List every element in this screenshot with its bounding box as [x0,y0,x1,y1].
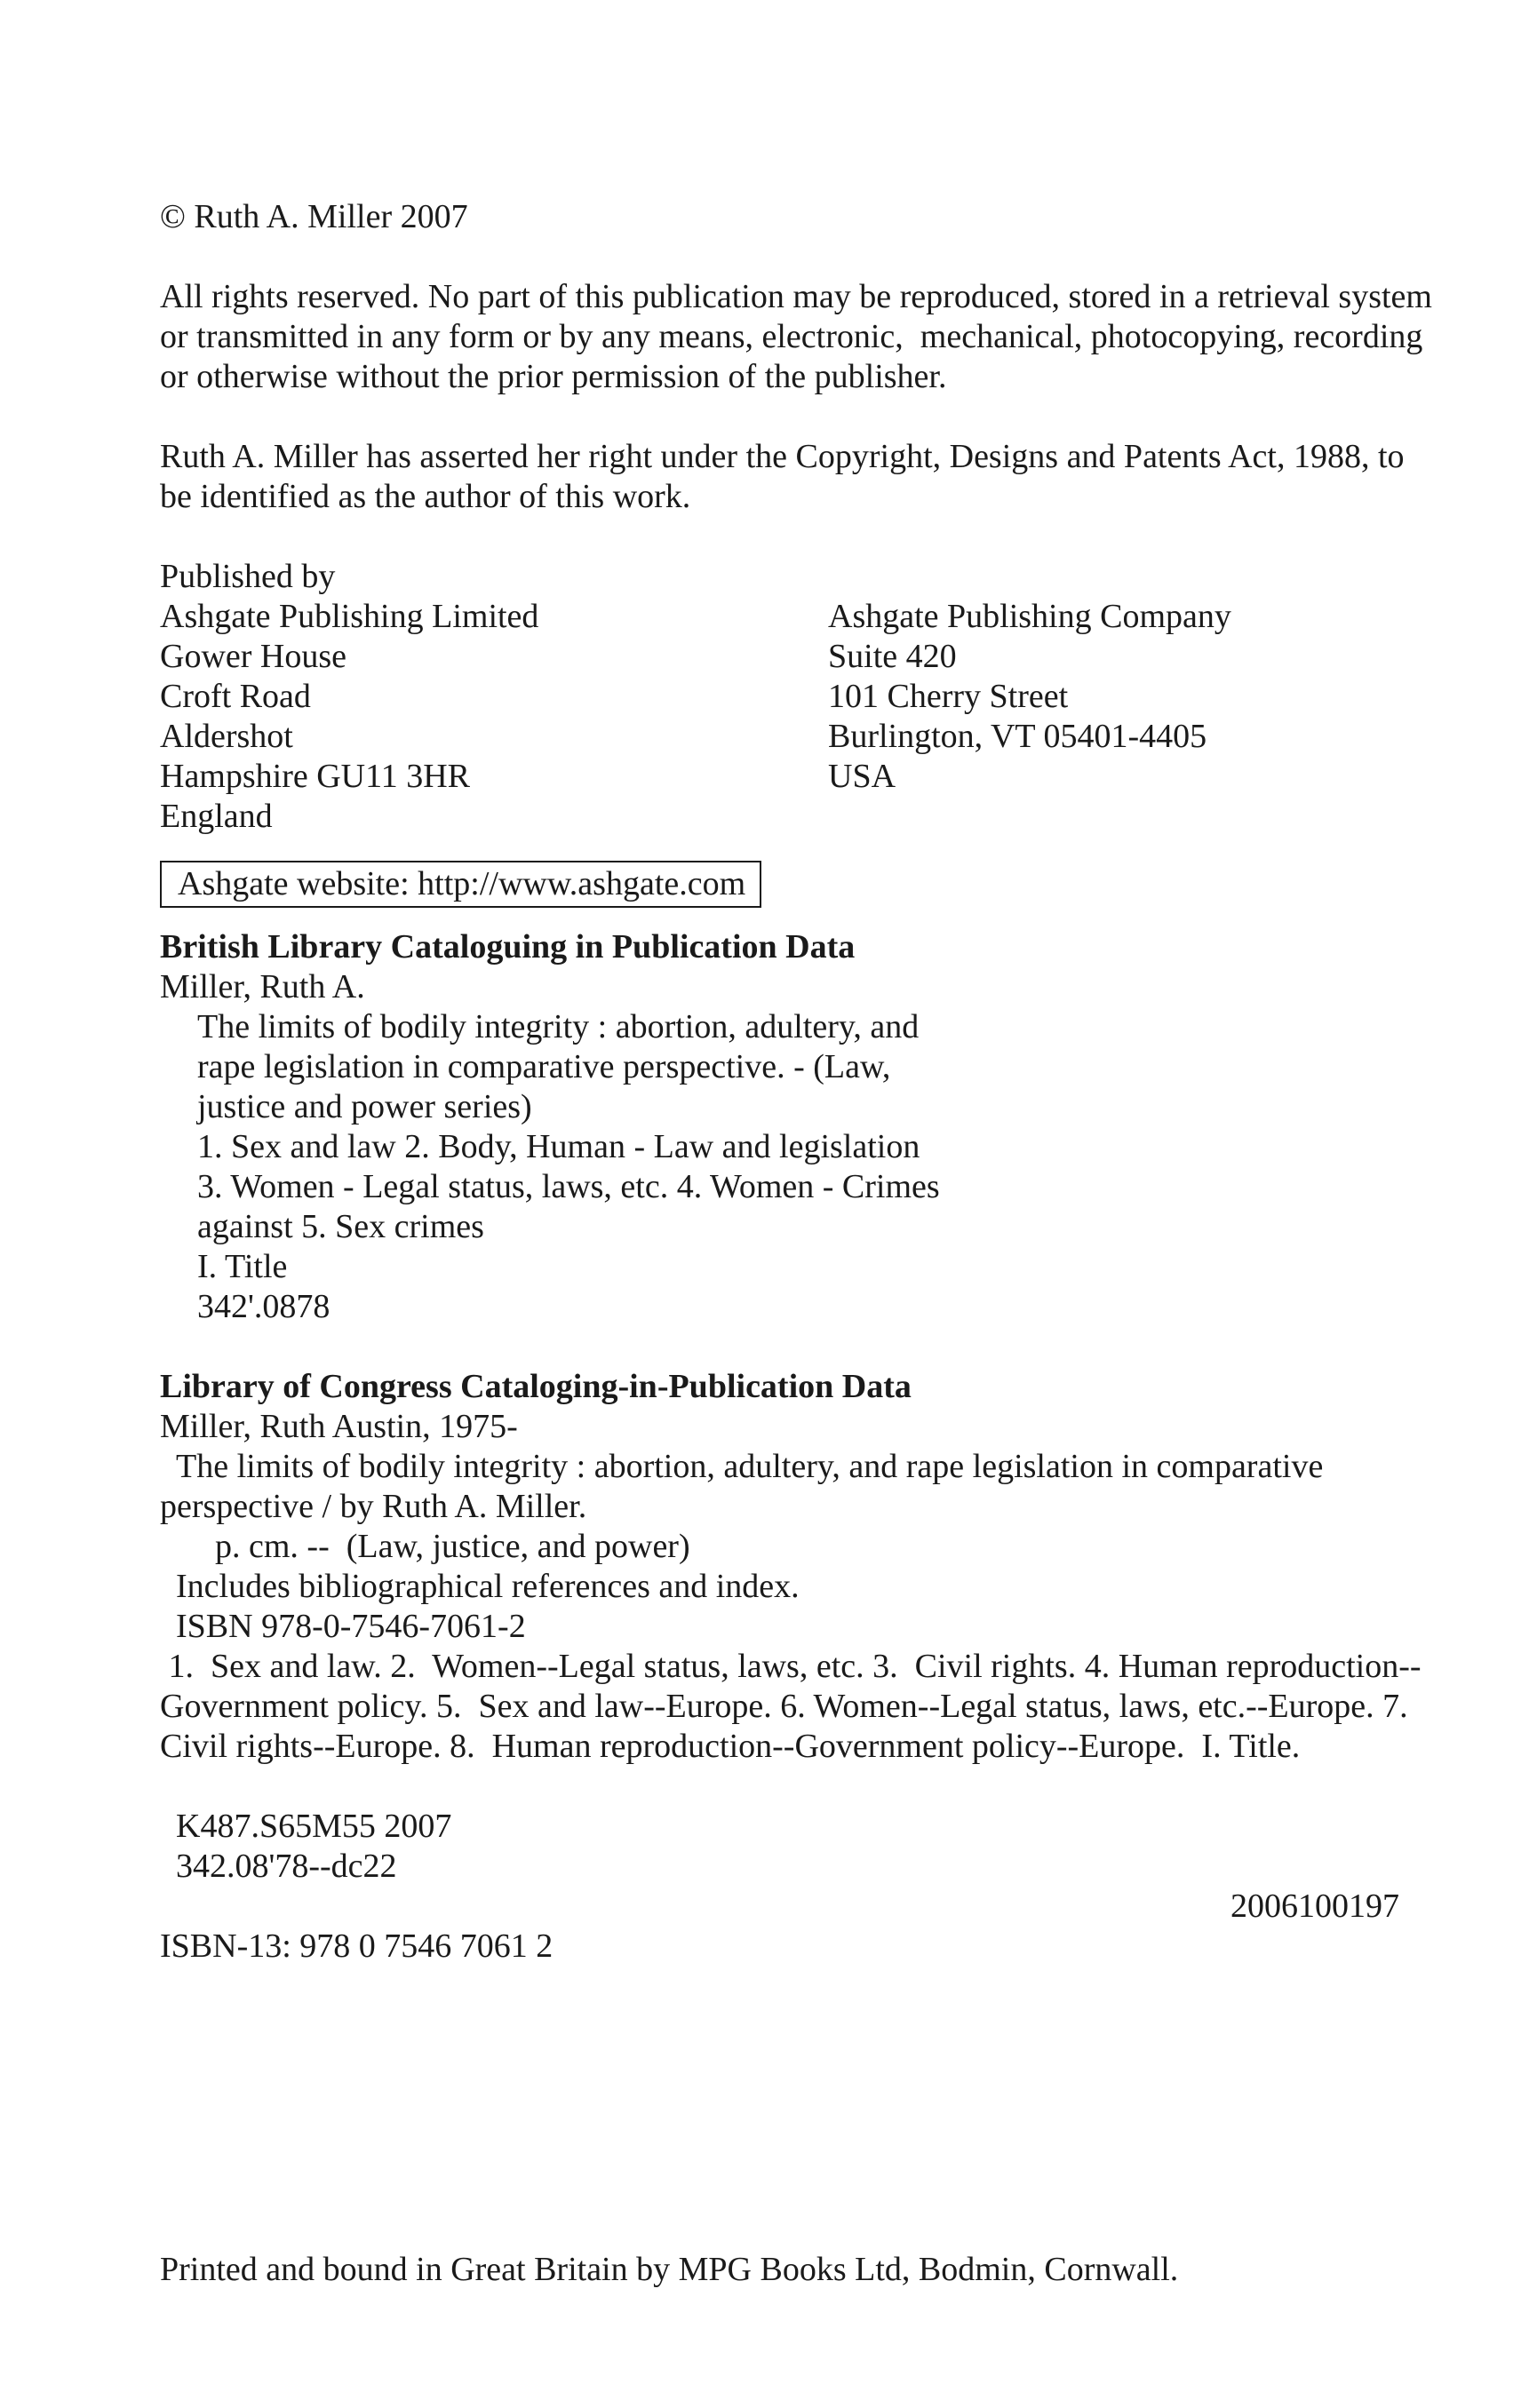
publisher-us-address [828,597,1399,837]
loc-call-number: K487.S65M55 2007 [176,1808,452,1845]
website-box [160,861,761,908]
loc-cip [160,1367,1422,1927]
loc-heading: Library of Congress Cataloging-in-Publication Data [160,1368,912,1405]
printer-statement: Printed and bound in Great Britain by MPG Books Ltd, Bodmin, Cornwall. [160,2251,1179,2288]
copyright-page [160,197,1432,1967]
bl-author: Miller, Ruth A. [160,968,365,1005]
address-line: Burlington, VT 05401-4405 [828,718,1207,755]
loc-author: Miller, Ruth Austin, 1975- [160,1408,518,1445]
loc-control-number: 2006100197 [1230,1887,1399,1925]
address-line: Croft Road [160,678,311,715]
address-line: USA [828,758,896,795]
address-line: Aldershot [160,718,293,755]
bl-entry-line: I. Title [197,1248,288,1285]
assertion-line: be identified as the author of this work. [160,478,691,515]
british-library-heading: British Library Cataloguing in Publication Data [160,928,856,966]
rights-line: All rights reserved. No part of this publication may be reproduced, stored in a retrieval system [160,278,1432,315]
bl-entry-line: justice and power series) [197,1088,532,1125]
website-link[interactable]: Ashgate website: http://www.ashgate.com [178,865,746,902]
loc-series: p. cm. -- (Law, justice, and power) [215,1528,690,1565]
rights-line: or transmitted in any form or by any means, electronic, mechanical, photocopying, recording [160,318,1423,355]
loc-title-line: The limits of bodily integrity : abortion, adultery, and rape legislation in comparative [176,1448,1324,1485]
author-assertion [160,437,1405,517]
british-library-cip [160,927,1399,1327]
loc-subject-line: Government policy. 5. Sex and law--Europe. 6. Women--Legal status, laws, etc.--Europe. 7. [160,1688,1408,1725]
assertion-line: Ruth A. Miller has asserted her right under the Copyright, Designs and Patents Act, 1988, to [160,438,1405,475]
address-line: Hampshire GU11 3HR [160,758,470,795]
rights-line: or otherwise without the prior permission of the publisher. [160,358,947,395]
loc-dewey: 342.08'78--dc22 [176,1848,397,1885]
address-line: Gower House [160,638,347,675]
published-by: Published by [160,558,336,595]
loc-includes: Includes bibliographical references and index. [176,1568,800,1605]
loc-subject-line: 1. Sex and law. 2. Women--Legal status, laws, etc. 3. Civil rights. 4. Human reproduction-- [160,1648,1422,1685]
bl-entry-line: rape legislation in comparative perspective. - (Law, [197,1048,891,1085]
bl-entry-line: against 5. Sex crimes [197,1208,484,1245]
loc-subject-line: Civil rights--Europe. 8. Human reproduction--Government policy--Europe. I. Title. [160,1728,1301,1765]
bl-entry-line: 3. Women - Legal status, laws, etc. 4. Women - Crimes [197,1168,940,1205]
publisher-uk-address [160,597,828,837]
publisher-addresses [160,597,1399,837]
loc-isbn: ISBN 978-0-7546-7061-2 [176,1608,526,1645]
rights-statement [160,277,1432,397]
address-line: England [160,798,273,835]
bl-entry-line: 1. Sex and law 2. Body, Human - Law and legislation [197,1128,920,1165]
address-line: Ashgate Publishing Limited [160,598,539,635]
address-line: Suite 420 [828,638,957,675]
bl-entry-line: The limits of bodily integrity : abortion, adultery, and [197,1008,920,1045]
bl-entry-line: 342'.0878 [197,1288,330,1325]
address-line: 101 Cherry Street [828,678,1069,715]
isbn-13: ISBN-13: 978 0 7546 7061 2 [160,1927,553,1965]
copyright-notice: © Ruth A. Miller 2007 [160,198,468,235]
address-line: Ashgate Publishing Company [828,598,1231,635]
loc-title-line: perspective / by Ruth A. Miller. [160,1488,587,1525]
